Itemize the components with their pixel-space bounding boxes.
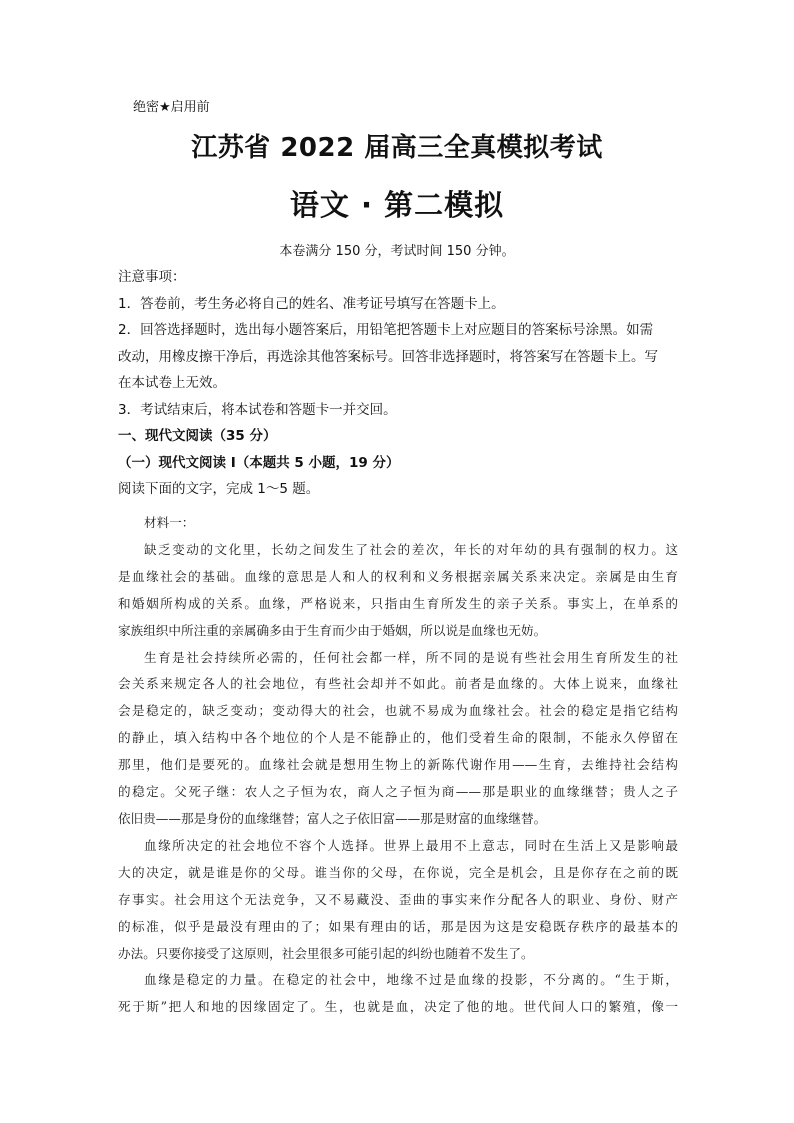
material-label: 材料一： [144, 515, 195, 530]
passage-line: 血缘所决定的社会地位不容个人选择。世界上最用不上意志，同时在生活上又是影响最 [144, 837, 678, 853]
passage-line: 那里，他们是要死的。血缘社会就是想用生物上的新陈代谢作用——生育，去维持社会结构 [118, 757, 678, 773]
passage-line: 会是稳定的，缺乏变动；变动得大的社会，也就不易成为血缘社会。社会的稳定是指它结构 [118, 703, 678, 719]
notes-heading: 注意事项： [118, 269, 186, 285]
passage-line: 大的决定，就是谁是你的父母。谁当你的父母，在你说，完全是机会，且是你存在之前的既 [118, 864, 678, 880]
exam-subtitle: 语文 · 第二模拟 [289, 188, 505, 222]
reading-passage [118, 510, 678, 1021]
exam-title: 江苏省 2022 届高三全真模拟考试 [191, 133, 603, 163]
instructions-block [118, 264, 678, 503]
passage-line: 会关系来规定各人的社会地位，有些社会却并不如此。前者是血缘的。大体上说来，血缘社 [118, 676, 678, 692]
paragraph [118, 967, 678, 1021]
passage-line: 存事实。社会用这个无法竞争，又不易藏没、歪曲的事实来作分配各人的职业、身份、财产 [118, 891, 678, 907]
secret-mark: 绝密★启用前 [133, 100, 210, 115]
passage-line: 血缘是稳定的力量。在稳定的社会中，地缘不过是血缘的投影，不分离的。“生于斯， [144, 972, 678, 988]
section-heading: 一、现代文阅读（35 分） [118, 428, 277, 444]
passage-line: 的稳定。父死子继：农人之子恒为农，商人之子恒为商——那是职业的血缘继替；贵人之子 [118, 784, 678, 800]
passage-line: 依旧贵——那是身份的血缘继替；富人之子依旧富——那是财富的血缘继替。 [118, 810, 547, 826]
note-item-cont: 改动，用橡皮擦干净后，再选涂其他答案标号。回答非选择题时，将答案写在答题卡上。写 [118, 348, 658, 365]
passage-line: 死于斯”把人和地的因缘固定了。生，也就是血，决定了他的地。世代间人口的繁殖，像一 [118, 999, 678, 1015]
subsection-heading: （一）现代文阅读 I（本题共 5 小题，19 分） [118, 454, 400, 471]
reading-instruction: 阅读下面的文字，完成 1～5 题。 [118, 481, 320, 497]
note-item-cont: 在本试卷上无效。 [118, 375, 226, 391]
paragraph [118, 537, 678, 645]
note-item: 3．考试结束后，将本试卷和答题卡一并交回。 [118, 401, 397, 418]
passage-line: 是血缘社会的基础。血缘的意思是人和人的权利和义务根据亲属关系来决定。亲属是由生育 [118, 568, 678, 584]
passage-line: 家族组织中所注重的亲属确多由于生育而少由于婚姻，所以说是血缘也无妨。 [118, 622, 547, 638]
paragraph [118, 833, 678, 968]
passage-line: 和婚姻所构成的关系。血缘，严格说来，只指由生育所发生的亲子关系。事实上，在单系的 [118, 595, 678, 611]
passage-line: 缺乏变动的文化里，长幼之间发生了社会的差次，年长的对年幼的具有强制的权力。这 [144, 541, 678, 557]
note-item: 1．答卷前，考生务必将自己的姓名、准考证号填写在答题卡上。 [118, 295, 505, 312]
passage-line: 办法。只要你接受了这原则，社会里很多可能引起的纠纷也随着不发生了。 [118, 945, 534, 961]
passage-line: 的静止，填入结构中各个地位的个人是不能静止的，他们受着生命的限制，不能永久停留在 [118, 730, 678, 746]
passage-line: 的标准，似乎是最没有理由的了；如果有理由的话，那是因为这是安稳既存秩序的最基本的 [118, 918, 678, 934]
exam-meta: 本卷满分 150 分，考试时间 150 分钟。 [279, 244, 515, 259]
note-item: 2．回答选择题时，选出每小题答案后，用铅笔把答题卡上对应题目的答案标号涂黑。如需 [118, 322, 654, 338]
paragraph [118, 645, 678, 833]
passage-line: 生育是社会持续所必需的，任何社会都一样，所不同的是说有些社会用生育所发生的社 [144, 649, 678, 665]
